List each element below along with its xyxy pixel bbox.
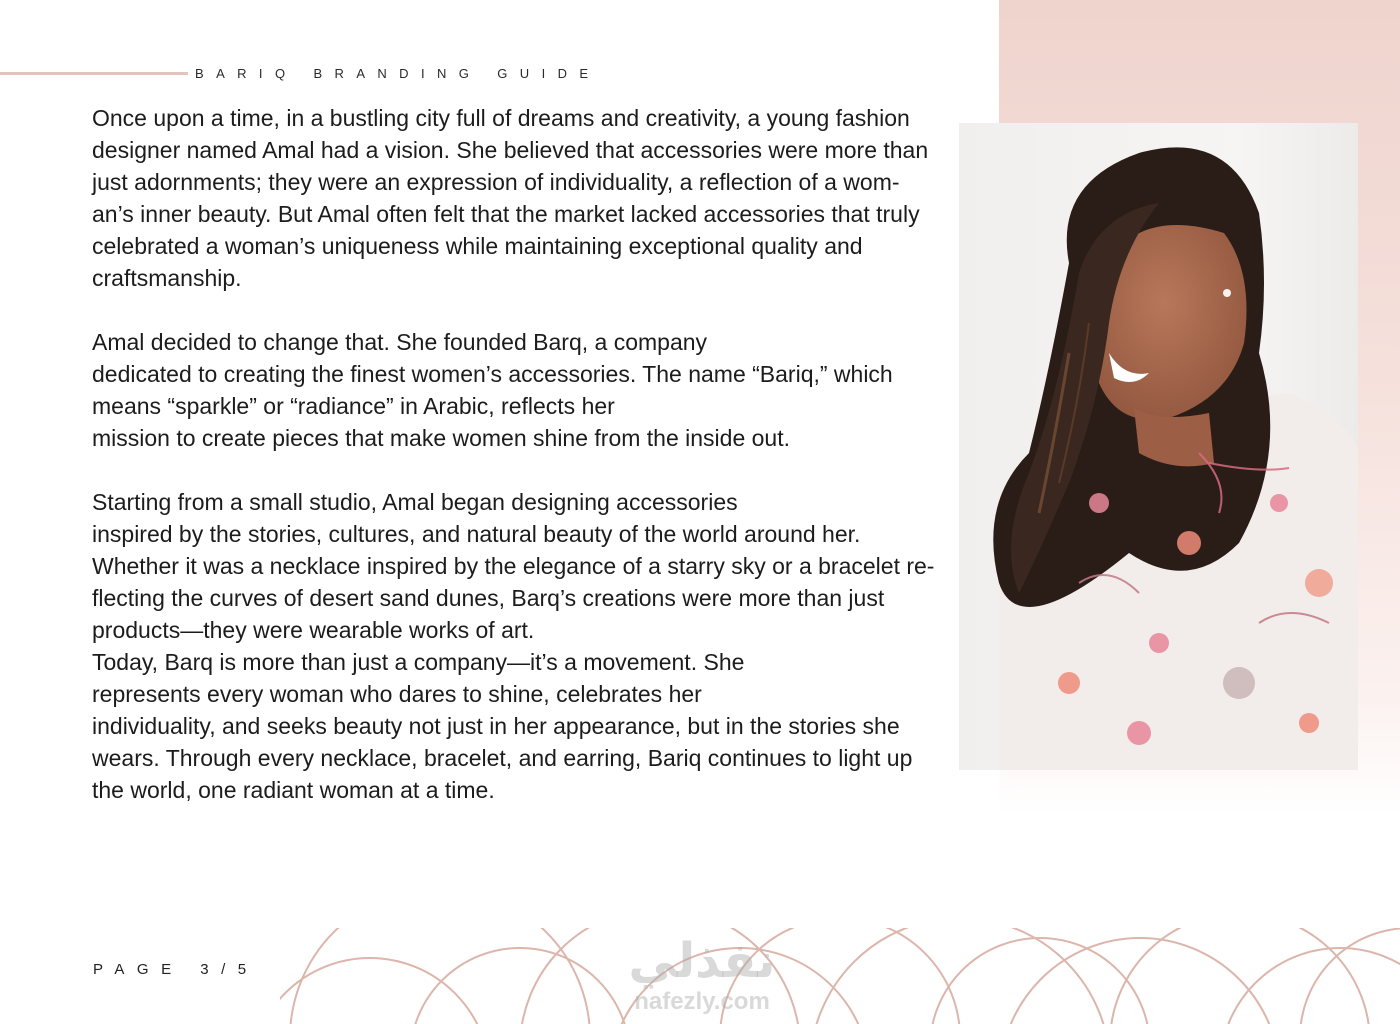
text-line: products—they were wearable works of art. [92, 617, 535, 643]
text-line: an’s inner beauty. But Amal often felt that the market lacked accessories that truly [92, 201, 920, 227]
text-line: Starting from a small studio, Amal began designing accessories [92, 489, 738, 515]
text-line: Today, Barq is more than just a company—it’s a movement. She [92, 649, 745, 675]
page-number: PAGE 3/5 [93, 961, 259, 978]
watermark-arabic: نفذلي [628, 935, 776, 988]
decorative-circle-pattern [280, 928, 1400, 1024]
portrait-photo [959, 123, 1358, 770]
text-line: Whether it was a necklace inspired by the elegance of a starry sky or a bracelet re- [92, 553, 935, 579]
text-line: flecting the curves of desert sand dunes, Barq’s creations were more than just [92, 585, 885, 611]
text-line: Amal decided to change that. She founded Barq, a company [92, 329, 708, 355]
text-line: the world, one radiant woman at a time. [92, 777, 495, 803]
text-line: celebrated a woman’s uniqueness while maintaining exceptional quality and [92, 233, 863, 259]
document-title: BARIQ BRANDING GUIDE [195, 66, 601, 81]
story-paragraph-origin [92, 102, 942, 294]
text-line: just adornments; they were an expression of individuality, a reflection of a wom- [92, 169, 900, 195]
story-paragraph-today [92, 486, 942, 806]
text-line: dedicated to creating the finest women’s accessories. The name “Bariq,” which [92, 361, 893, 387]
watermark-url: nafezly.com [634, 988, 770, 1015]
text-line: Once upon a time, in a bustling city full of dreams and creativity, a young fashion [92, 105, 910, 131]
story-paragraph-founding [92, 326, 942, 454]
text-line: inspired by the stories, cultures, and natural beauty of the world around her. [92, 521, 861, 547]
text-line: craftsmanship. [92, 265, 242, 291]
header-accent-rule [0, 72, 188, 75]
text-line: individuality, and seeks beauty not just in her appearance, but in the stories she [92, 713, 900, 739]
text-line: mission to create pieces that make women shine from the inside out. [92, 425, 791, 451]
text-line: represents every woman who dares to shine, celebrates her [92, 681, 702, 707]
text-line: wears. Through every necklace, bracelet, and earring, Bariq continues to light up [92, 745, 913, 771]
story-text [92, 102, 942, 806]
watermark-logo [612, 935, 792, 1024]
text-line: means “sparkle” or “radiance” in Arabic, reflects her [92, 393, 615, 419]
text-line: designer named Amal had a vision. She believed that accessories were more than [92, 137, 929, 163]
